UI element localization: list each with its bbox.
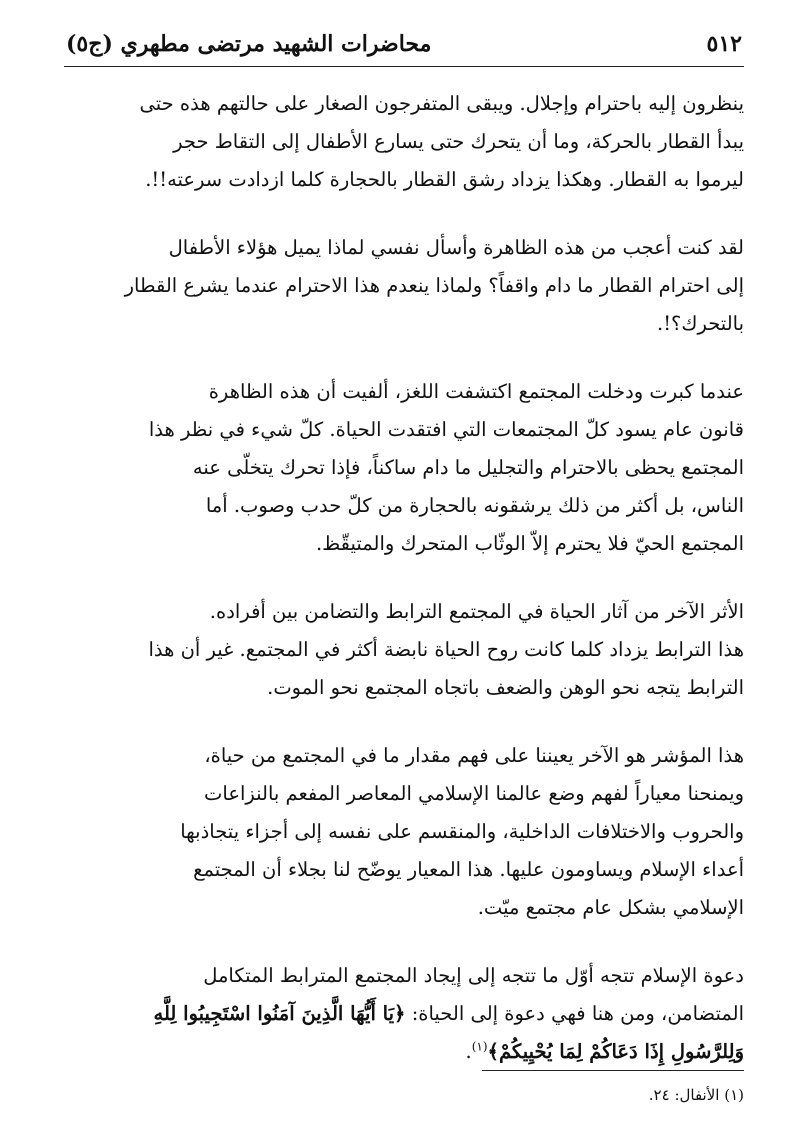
document-page xyxy=(64,28,744,1118)
text-line: عندما كبرت ودخلت المجتمع اكتشفت اللغز، ألفيت أن هذه الظاهرة xyxy=(208,380,744,403)
text-line: بالتحرك؟!. xyxy=(657,312,744,335)
text-line: ليرموا به القطار. وهكذا يزداد رشق القطار بالحجارة كلما ازدادت سرعته!!. xyxy=(145,168,744,191)
text-line: يبدأ القطار بالحركة، وما أن يتحرك حتى يسارع الأطفال إلى التقاط حجر xyxy=(173,130,744,153)
running-header xyxy=(64,28,744,60)
text-line: أعداء الإسلام ويساومون عليها. هذا المعيار يوضّح لنا بجلاء أن المجتمع xyxy=(193,858,744,881)
text-line: قانون عام يسود كلّ المجتمعات التي افتقدت الحياة. كلّ شيء في نظر هذا xyxy=(148,418,744,441)
text-line: دعوة الإسلام تتجه أوّل ما تتجه إلى إيجاد المجتمع المترابط المتكامل xyxy=(203,964,744,987)
footnote: (١) الأنفال: ٢٤. xyxy=(648,1086,744,1104)
text-line: والحروب والاختلافات الداخلية، والمنقسم على نفسه إلى أجزاء يتجاذبها xyxy=(180,820,744,843)
text-line: الإسلامي بشكل عام مجتمع ميّت. xyxy=(477,896,744,919)
text-line xyxy=(64,995,744,1033)
text-line: إلى احترام القطار ما دام واقفاً؟ ولماذا ينعدم هذا الاحترام عندما يشرع القطار xyxy=(124,274,744,297)
text-line: الناس، بل أكثر من ذلك يرشقونه بالحجارة من كلّ حدب وصوب. أما xyxy=(205,494,744,517)
running-title: محاضرات الشهيد مرتضى مطهري (ج٥) xyxy=(66,31,432,57)
text-line: هذا المؤشر هو الآخر يعيننا على فهم مقدار ما في المجتمع من حياة، xyxy=(204,744,744,767)
body-text xyxy=(64,85,744,1071)
paragraph-4 xyxy=(64,593,744,707)
quran-verse-part: وَلِلرَّسُولِ إِذَا دَعَاكُمْ لِمَا يُحْيِيكُمْ﴾ xyxy=(487,1040,744,1063)
text-span: المتضامن، ومن هنا فهي دعوة إلى الحياة: xyxy=(411,1002,744,1025)
paragraph-5 xyxy=(64,737,744,927)
text-line: المجتمع يحظى بالاحترام والتجليل ما دام ساكناً، فإذا تحرك يتخلّى عنه xyxy=(192,456,744,479)
footnote-separator xyxy=(482,1070,744,1071)
paragraph-1 xyxy=(64,85,744,199)
header-rule xyxy=(64,66,744,67)
text-line: المجتمع الحيّ فلا يحترم إلاّ الوثّاب المتحرك والمتيقّظ. xyxy=(315,532,744,555)
text-line: الترابط يتجه نحو الوهن والضعف باتجاه المجتمع نحو الموت. xyxy=(267,676,744,699)
text-line: لقد كنت أعجب من هذه الظاهرة وأسأل نفسي لماذا يميل هؤلاء الأطفال xyxy=(168,236,744,259)
text-span: . xyxy=(465,1040,472,1063)
footnote-reference[interactable]: (١) xyxy=(471,1039,488,1054)
text-line: ويمنحنا معياراً لفهم وضع عالمنا الإسلامي المعاصر المفعم بالنزاعات xyxy=(204,782,744,805)
paragraph-3 xyxy=(64,373,744,563)
paragraph-2 xyxy=(64,229,744,343)
quran-verse-part: ﴿يَا أَيُّهَا الَّذِينَ آمَنُوا اسْتَجِيبُوا لِلَّهِ xyxy=(153,1002,406,1025)
text-line xyxy=(64,1033,744,1071)
page-number: ٥١٢ xyxy=(706,31,742,57)
text-line: الأثر الآخر من آثار الحياة في المجتمع الترابط والتضامن بين أفراده. xyxy=(209,600,744,623)
text-line: ينظرون إليه باحترام وإجلال. ويبقى المتفرجون الصغار على حالتهم هذه حتى xyxy=(139,92,744,115)
text-line: هذا الترابط يزداد كلما كانت روح الحياة نابضة أكثر في المجتمع. غير أن هذا xyxy=(148,638,744,661)
paragraph-6 xyxy=(64,957,744,1071)
